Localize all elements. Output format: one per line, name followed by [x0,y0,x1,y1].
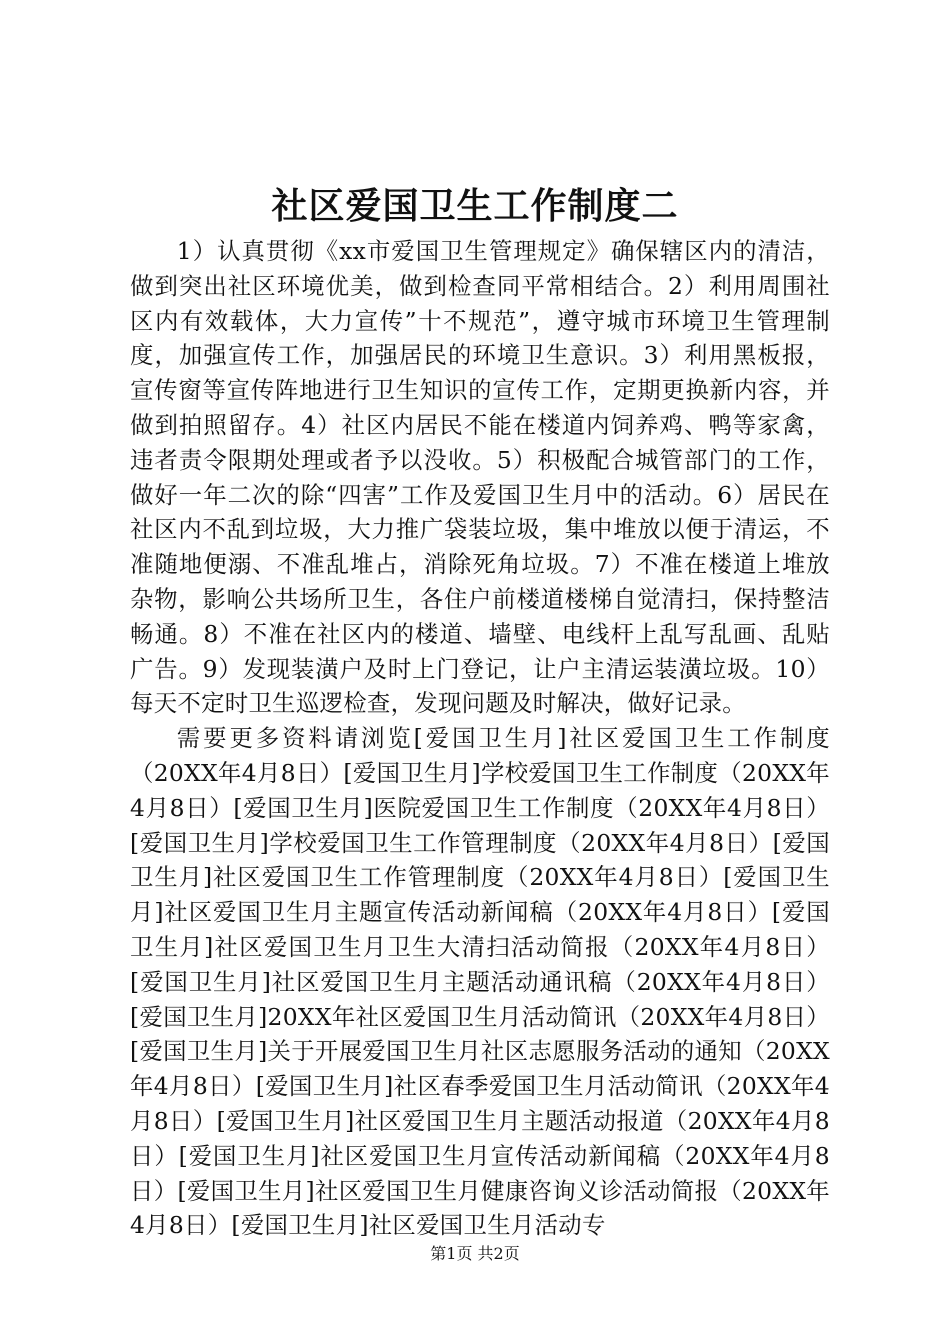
page-number-footer: 第1页 共2页 [430,1244,520,1263]
paragraph-rules: 1）认真贯彻《xx市爱国卫生管理规定》确保辖区内的清洁，做到突出社区环境优美，做到检查同平常相结合。2）利用周围社区内有效载体，大力宣传”十不规范”，遵守城市环境卫生管理制度，加强宣传工作，加强居民的环境卫生意识。3）利用黑板报，宣传窗等宣传阵地进行卫生知识的宣传工作，定期更换新内容，并做到拍照留存。4）社区内居民不能在楼道内饲养鸡、鸭等家禽，违者责令限期处理或者予以没收。5）积极配合城管部门的工作，做好一年二次的除“四害”工作及爱国卫生月中的活动。6）居民在社区内不乱到垃圾，大力推广袋装垃圾，集中堆放以便于清运，不准随地便溺、不准乱堆占，消除死角垃圾。7）不准在楼道上堆放杂物，影响公共场所卫生，各住户前楼道楼梯自觉清扫，保持整洁畅通。8）不准在社区内的楼道、墙壁、电线杆上乱写乱画、乱贴广告。9）发现装潢户及时上门登记，让户主清运装潢垃圾。10）每天不定时卫生巡逻检查，发现问题及时解决，做好记录。 [130,237,830,718]
document-title: 社区爱国卫生工作制度二 [271,185,679,227]
document-body [130,234,830,1243]
paragraph-more-resources: 需要更多资料请浏览[爱国卫生月]社区爱国卫生工作制度（20XX年4月8日）[爱国卫生月]学校爱国卫生工作制度（20XX年4月8日）[爱国卫生月]医院爱国卫生工作制度（20XX年4月8日）[爱国卫生月]学校爱国卫生工作管理制度（20XX年4月8日）[爱国卫生月]社区爱国卫生工作管理制度（20XX年4月8日）[爱国卫生月]社区爱国卫生月主题宣传活动新闻稿（20XX年4月8日）[爱国卫生月]社区爱国卫生月卫生大清扫活动简报（20XX年4月8日）[爱国卫生月]社区爱国卫生月主题活动通讯稿（20XX年4月8日）[爱国卫生月]20XX年社区爱国卫生月活动简讯（20XX年4月8日）[爱国卫生月]关于开展爱国卫生月社区志愿服务活动的通知（20XX年4月8日）[爱国卫生月]社区春季爱国卫生月活动简讯（20XX年4月8日）[爱国卫生月]社区爱国卫生月主题活动报道（20XX年4月8日）[爱国卫生月]社区爱国卫生月宣传活动新闻稿（20XX年4月8日）[爱国卫生月]社区爱国卫生月健康咨询义诊活动简报（20XX年4月8日）[爱国卫生月]社区爱国卫生月活动专 [130,724,830,1240]
